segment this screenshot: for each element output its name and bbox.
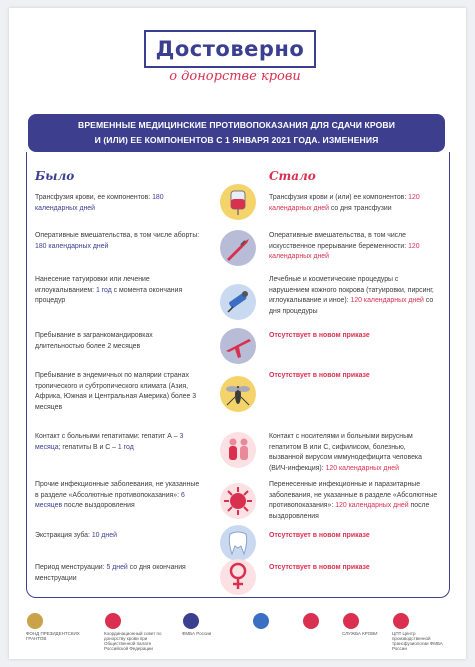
cpt-logo-icon (392, 612, 452, 631)
logo-subtitle: о донорстве крови (169, 69, 301, 84)
text-segment: Пребывание в эндемичных по малярии странах тропического и субтропического климата (Азия, Африка, Южная и Центральная Америка) более 3 месяцев (35, 372, 197, 411)
text-segment: Период менструации: (35, 564, 107, 571)
partner-logos (20, 612, 460, 652)
blood-bag-icon (219, 183, 257, 221)
cpt-logo (392, 612, 452, 651)
text-segment: 1 год (95, 286, 112, 294)
new-rule-text (269, 371, 439, 382)
text-segment: Отсутствует в новом приказе (269, 372, 370, 379)
text-segment: Трансфузия крови и (или) ее компонентов: (269, 194, 409, 201)
virus-icon (219, 482, 257, 520)
text-segment: 120 календарных дней (269, 242, 420, 260)
new-rule-text (269, 531, 439, 542)
column-heading-old: Было (35, 169, 75, 183)
old-rule-text (35, 480, 200, 512)
old-rule-text (35, 231, 200, 252)
old-rule-text (35, 531, 200, 542)
old-rule-text (35, 275, 200, 307)
text-segment: со дня трансфузии (328, 204, 392, 212)
text-segment: 6 месяцев (35, 491, 185, 509)
airplane-icon (219, 327, 257, 365)
text-segment: 120 календарных дней (325, 464, 399, 472)
scalpel-icon (219, 229, 257, 267)
text-segment: Отсутствует в новом приказе (269, 564, 370, 571)
old-rule-text (35, 432, 200, 453)
council-logo-icon (104, 612, 166, 631)
column-heading-new: Стало (269, 169, 316, 183)
new-rule-text (269, 331, 439, 342)
new-rule-text (269, 432, 439, 474)
new-rule-text (269, 193, 439, 214)
text-segment: Перенесенные инфекционные и паразитарные заболевания, не указанные в разделе «Абсолютные противопоказания»: (269, 481, 438, 509)
text-segment: 1 год (117, 443, 134, 451)
text-segment: 180 календарных дней (35, 242, 109, 250)
text-segment: 180 календарных дней (35, 194, 164, 212)
text-segment: Оперативные вмешательства, в том числе искусственное прерывание беременности: (269, 232, 409, 250)
fund-logo-icon (26, 612, 88, 631)
old-rule-text (35, 331, 200, 352)
logo-box (144, 30, 316, 68)
page-title (28, 114, 445, 152)
text-segment: 10 дней (91, 532, 117, 539)
old-rule-text (35, 193, 200, 214)
title-line-2: И (ИЛИ) ЕЕ КОМПОНЕНТОВ С 1 ЯНВАРЯ 2021 ГОДА. ИЗМЕНЕНИЯ (94, 135, 379, 145)
text-segment: после выздоровления (269, 502, 430, 520)
fmba-emblem-icon (182, 612, 244, 631)
council-logo (104, 612, 166, 651)
people-icon (219, 431, 257, 469)
partner-name: ФОНД ПРЕЗИДЕНТСКИХ ГРАНТОВ (26, 631, 80, 641)
text-segment: со дня процедуры (269, 297, 434, 315)
text-segment: с момента окончания процедур (35, 286, 183, 304)
text-segment: Отсутствует в новом приказе (269, 332, 370, 339)
old-rule-text (35, 563, 200, 584)
female-icon (219, 558, 257, 596)
fund-logo (26, 612, 88, 648)
text-segment: Оперативные вмешательства, в том числе аборты: (35, 232, 200, 239)
partner-name: СЛУЖБА КРОВИ (342, 631, 378, 636)
text-segment: Контакт с носителями и больными вирусным гепатитом В или С, сифилисом, болезнью, вызванной вирусом иммунодефицита человека (ВИЧ-инфекция): (269, 433, 422, 472)
text-segment: 120 календарных дней (269, 194, 420, 212)
fmba-emblem (182, 612, 244, 648)
text-segment: 3 месяца (35, 433, 184, 451)
partner-name: Координационный совет по донорству крови при Общественной палате Российской Федерации (104, 631, 162, 651)
text-segment: Отсутствует в новом приказе (269, 532, 370, 539)
text-segment: 120 календарных дней (335, 502, 409, 509)
title-line-1: ВРЕМЕННЫЕ МЕДИЦИНСКИЕ ПРОТИВОПОКАЗАНИЯ ДЛЯ СДАЧИ КРОВИ (78, 120, 395, 130)
text-segment: 120 календарных дней (350, 297, 424, 304)
tattoo-machine-icon (219, 283, 257, 321)
text-segment: Пребывание в загранкомандировках длительностью более 2 месяцев (35, 332, 153, 350)
partner-name: ФМБА России (182, 631, 212, 636)
new-rule-text (269, 480, 439, 522)
new-rule-text (269, 275, 439, 317)
partner-name: ЦПТ Центр производственной трансфузиологии ФМБА России (392, 631, 443, 651)
new-rule-text (269, 563, 439, 574)
logo-title: Достоверно (155, 37, 305, 61)
text-segment: ; гепатиты В и С – (58, 443, 118, 451)
text-segment: Лечебные и косметические процедуры с нарушением кожного покрова (татуировки, пирсинг, иглоукалывание и иное): (269, 276, 434, 304)
text-segment: после выздоровления (62, 502, 135, 509)
tooth-icon (219, 524, 257, 562)
text-segment: Контакт с больными гепатитами: гепатит А – (35, 433, 180, 440)
text-segment: со дня окончания менструации (35, 564, 186, 582)
text-segment: Прочие инфекционные заболевания, не указанные в разделе «Абсолютные противопоказания»: (35, 481, 200, 499)
old-rule-text (35, 371, 200, 413)
text-segment: Экстракция зуба: (35, 532, 92, 539)
text-segment: 5 дней (106, 564, 128, 571)
text-segment: Нанесение татуировки или лечение иглоукалыванием: (35, 276, 150, 294)
mosquito-icon (219, 375, 257, 413)
text-segment: Трансфузия крови, ее компонентов: (35, 194, 153, 201)
new-rule-text (269, 231, 439, 263)
